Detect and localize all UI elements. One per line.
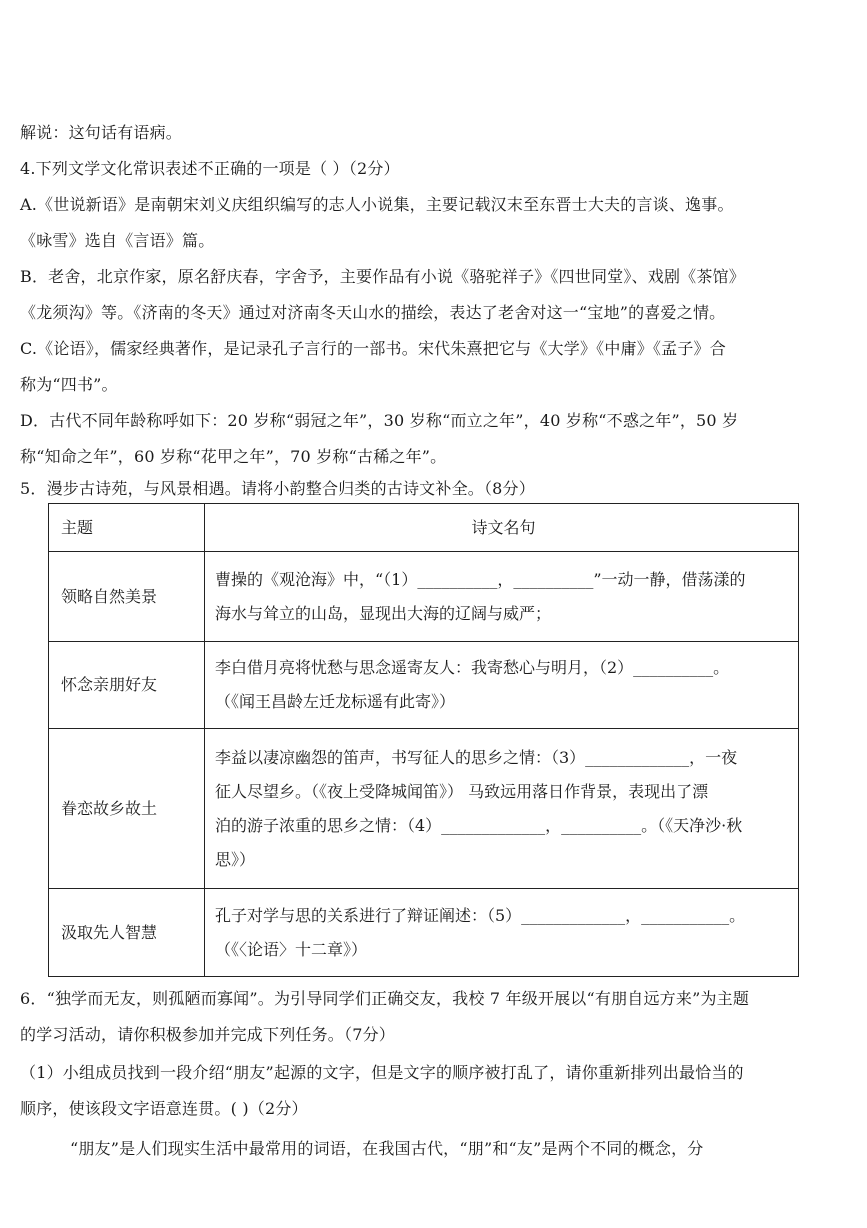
row-topic: 怀念亲朋好友: [49, 642, 205, 729]
question-6-stem-2: 的学习活动，请你积极参加并完成下列任务。（7分）: [20, 1025, 395, 1044]
passage-line: “朋友”是人们现实生活中最常用的词语，在我国古代，“朋”和“友”是两个不同的概念，分: [70, 1139, 704, 1158]
content-line: 思》）: [215, 849, 256, 869]
header-content: 诗文名句: [205, 504, 799, 552]
subquestion-1-line-1: （1）小组成员找到一段介绍“朋友”起源的文字，但是文字的顺序被打乱了，请你重新排列出最恰当的: [20, 1063, 744, 1082]
option-d-line-1: D．古代不同年龄称呼如下：20 岁称“弱冠之年”，30 岁称“而立之年”，40 岁称“不惑之年”，50 岁: [20, 411, 739, 430]
table-header-row: [49, 504, 799, 552]
content-line: 泊的游子浓重的思乡之情：（4）_____________，__________。（《天净沙·秋: [215, 815, 743, 835]
content-line: 曹操的《观沧海》中，“（1）__________，__________”一动一静，借荡漾的: [215, 569, 746, 589]
option-b-line-2: 《龙须沟》等。《济南的冬天》通过对济南冬天山水的描绘，表达了老舍对这一“宝地”的喜爱之情。: [20, 303, 726, 322]
option-d-line-2: 称“知命之年”，60 岁称“花甲之年”，70 岁称“古稀之年”。: [20, 447, 447, 466]
content-line: （《〈论语〉十二章》）: [215, 939, 368, 959]
option-a-line-1: A.《世说新语》是南朝宋刘义庆组织编写的志人小说集，主要记载汉末至东晋士大夫的言谈、逸事。: [20, 195, 734, 214]
question-5-stem: 5．漫步古诗苑，与风景相遇。请将小韵整合归类的古诗文补全。（8分）: [20, 479, 535, 498]
row-topic: 眷恋故乡故土: [49, 729, 205, 889]
row-topic: 领略自然美景: [49, 552, 205, 642]
question-4-stem: 4.下列文学文化常识表述不正确的一项是（ ）（2分）: [20, 159, 400, 178]
row-topic: 汲取先人智慧: [49, 889, 205, 977]
content-line: 孔子对学与思的关系进行了辩证阐述：（5）_____________，___________。: [215, 905, 746, 925]
option-b-line-1: B．老舍，北京作家，原名舒庆春，字舍予，主要作品有小说《骆驼祥子》《四世同堂》、戏剧《茶馆》: [20, 267, 745, 286]
question-6-stem-1: 6．“独学而无友，则孤陋而寡闻”。为引导同学们正确交友，我校 7 年级开展以“有朋自远方来”为主题: [20, 989, 750, 1008]
row-content: [205, 889, 799, 977]
content-line: 征人尽望乡。（《夜上受降城闻笛》） 马致远用落日作背景，表现出了漂: [215, 781, 709, 801]
content-line: （《闻王昌龄左迁龙标遥有此寄》）: [215, 692, 456, 711]
poetry-table: [48, 503, 799, 977]
table-row: [49, 552, 799, 642]
table-row: [49, 889, 799, 977]
row-content: [205, 729, 799, 889]
table-row: [49, 642, 799, 729]
explanation-line: 解说：这句话有语病。: [20, 123, 183, 142]
content-line: 李白借月亮将忧愁与思念遥寄友人：我寄愁心与明月，（2）__________。: [215, 658, 730, 677]
option-c-line-1: C.《论语》，儒家经典著作，是记录孔子言行的一部书。宋代朱熹把它与《大学》《中庸》《孟子》合: [20, 339, 726, 358]
header-topic: 主题: [49, 504, 205, 552]
content-line: 海水与耸立的山岛，显现出大海的辽阔与威严；: [215, 603, 552, 623]
option-a-line-2: 《咏雪》选自《言语》篇。: [20, 231, 215, 250]
subquestion-1-line-2: 顺序，使该段文字语意连贯。( )（2分）: [20, 1099, 308, 1118]
row-content: [205, 552, 799, 642]
row-content: [205, 642, 799, 729]
option-c-line-2: 称为“四书”。: [20, 375, 118, 394]
table-row: [49, 729, 799, 889]
content-line: 李益以凄凉幽怨的笛声，书写征人的思乡之情：（3）_____________，一夜: [215, 747, 738, 767]
